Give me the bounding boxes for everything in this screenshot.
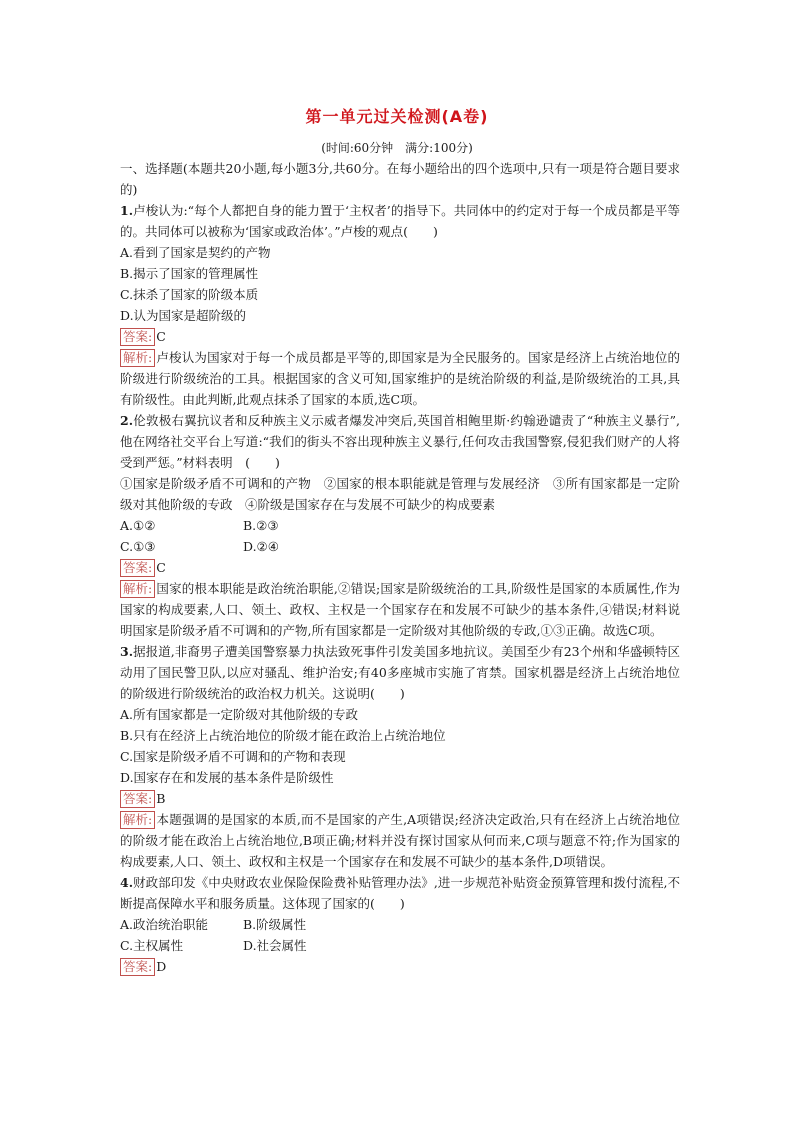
analysis-tag: 解析: xyxy=(120,349,155,367)
option-d: D.认为国家是超阶级的 xyxy=(120,308,247,323)
option-d: D.国家存在和发展的基本条件是阶级性 xyxy=(120,770,334,785)
question-text: 卢梭认为:“每个人都把自身的能力置于‘主权者’的指导下。共同体中的约定对于每一个成员都是平等的。共同体可以被称为‘国家或政治体’。”卢梭的观点( ) xyxy=(120,203,680,239)
exam-time-info: (时间:60分钟 满分:100分) xyxy=(321,141,473,155)
option-b: B.②③ xyxy=(243,518,279,533)
question-stem xyxy=(120,200,680,242)
answer-tag: 答案: xyxy=(120,328,155,346)
option-a: A.①② xyxy=(120,518,156,533)
option-c: C.抹杀了国家的阶级本质 xyxy=(120,287,259,302)
question-1 xyxy=(120,200,680,410)
question-number: 1. xyxy=(120,203,134,218)
answer-line xyxy=(120,956,680,977)
question-stem xyxy=(120,410,680,473)
option-d: D.②④ xyxy=(243,539,279,554)
answer-value: C xyxy=(156,560,166,575)
option-c: C.主权属性 xyxy=(120,938,184,953)
answer-tag: 答案: xyxy=(120,559,155,577)
answer-line xyxy=(120,326,680,347)
section-heading: 一、选择题(本题共20小题,每小题3分,共60分。在每小题给出的四个选项中,只有一项是符合题目要求的) xyxy=(120,161,680,197)
answer-tag: 答案: xyxy=(120,958,155,976)
question-stem xyxy=(120,641,680,704)
answer-value: D xyxy=(156,959,167,974)
option-b: B.阶级属性 xyxy=(243,917,307,932)
exam-content xyxy=(120,158,680,977)
question-number: 4. xyxy=(120,875,134,890)
option-c: C.①③ xyxy=(120,539,156,554)
analysis-line xyxy=(120,578,680,641)
option-b: B.只有在经济上占统治地位的阶级才能在政治上占统治地位 xyxy=(120,728,446,743)
analysis-text: 卢梭认为国家对于每一个成员都是平等的,即国家是为全民服务的。国家是经济上占统治地位的阶级进行阶级统治的工具。根据国家的含义可知,国家维护的是统治阶级的利益,是阶级统治的工具,具有阶级性。由此判断,此观点抹杀了国家的本质,选C项。 xyxy=(120,350,680,407)
question-stem xyxy=(120,872,680,914)
analysis-line xyxy=(120,347,680,410)
option-c: C.国家是阶级矛盾不可调和的产物和表现 xyxy=(120,749,346,764)
question-number: 2. xyxy=(120,413,134,428)
option-d: D.社会属性 xyxy=(243,938,307,953)
analysis-line xyxy=(120,809,680,872)
question-number: 3. xyxy=(120,644,134,659)
question-4 xyxy=(120,872,680,977)
question-2 xyxy=(120,410,680,641)
option-row xyxy=(120,515,680,536)
option-b: B.揭示了国家的管理属性 xyxy=(120,266,259,281)
question-text: 据报道,非裔男子遭美国警察暴力执法致死事件引发美国多地抗议。美国至少有23个州和华盛顿特区动用了国民警卫队,以应对骚乱、维护治安;有40多座城市实施了宵禁。国家机器是经济上占统治地位的阶级进行阶级统治的政治权力机关。这说明( ) xyxy=(120,644,680,701)
answer-line xyxy=(120,788,680,809)
option-row xyxy=(120,935,680,956)
option-row xyxy=(120,914,680,935)
option-a: A.看到了国家是契约的产物 xyxy=(120,245,271,260)
answer-value: B xyxy=(156,791,166,806)
option-a: A.政治统治职能 xyxy=(120,917,209,932)
page-title: 第一单元过关检测(A卷) xyxy=(305,107,489,126)
analysis-tag: 解析: xyxy=(120,811,155,829)
answer-line xyxy=(120,557,680,578)
analysis-tag: 解析: xyxy=(120,580,155,598)
option-a: A.所有国家都是一定阶级对其他阶级的专政 xyxy=(120,707,359,722)
question-3 xyxy=(120,641,680,872)
question-text: 伦敦极右翼抗议者和反种族主义示威者爆发冲突后,英国首相鲍里斯·约翰逊谴责了“种族主义暴行”,他在网络社交平台上写道:“我们的街头不容出现种族主义暴行,任何攻击我国警察,侵犯我们财产的人将受到严惩。”材料表明 ( ) xyxy=(120,413,680,470)
answer-value: C xyxy=(156,329,166,344)
question-text: 财政部印发《中央财政农业保险保险费补贴管理办法》,进一步规范补贴资金预算管理和拨付流程,不断提高保障水平和服务质量。这体现了国家的( ) xyxy=(120,875,680,911)
analysis-text: 本题强调的是国家的本质,而不是国家的产生,A项错误;经济决定政治,只有在经济上占统治地位的阶级才能在政治上占统治地位,B项正确;材料并没有探讨国家从何而来,C项与题意不符;作为国家的构成要素,人口、领土、政权和主权是一个国家存在和发展不可缺少的基本条件,D项错误。 xyxy=(120,812,680,869)
analysis-text: 国家的根本职能是政治统治职能,②错误;国家是阶级统治的工具,阶级性是国家的本质属性,作为国家的构成要素,人口、领土、政权、主权是一个国家存在和发展不可缺少的基本条件,④错误;材料说明国家是阶级矛盾不可调和的产物,所有国家都是一定阶级对其他阶级的专政,①③正确。故选C项。 xyxy=(120,581,680,638)
option-row xyxy=(120,536,680,557)
answer-tag: 答案: xyxy=(120,790,155,808)
question-statements: ①国家是阶级矛盾不可调和的产物 ②国家的根本职能就是管理与发展经济 ③所有国家都是一定阶级对其他阶级的专政 ④阶级是国家存在与发展不可缺少的构成要素 xyxy=(120,476,680,512)
